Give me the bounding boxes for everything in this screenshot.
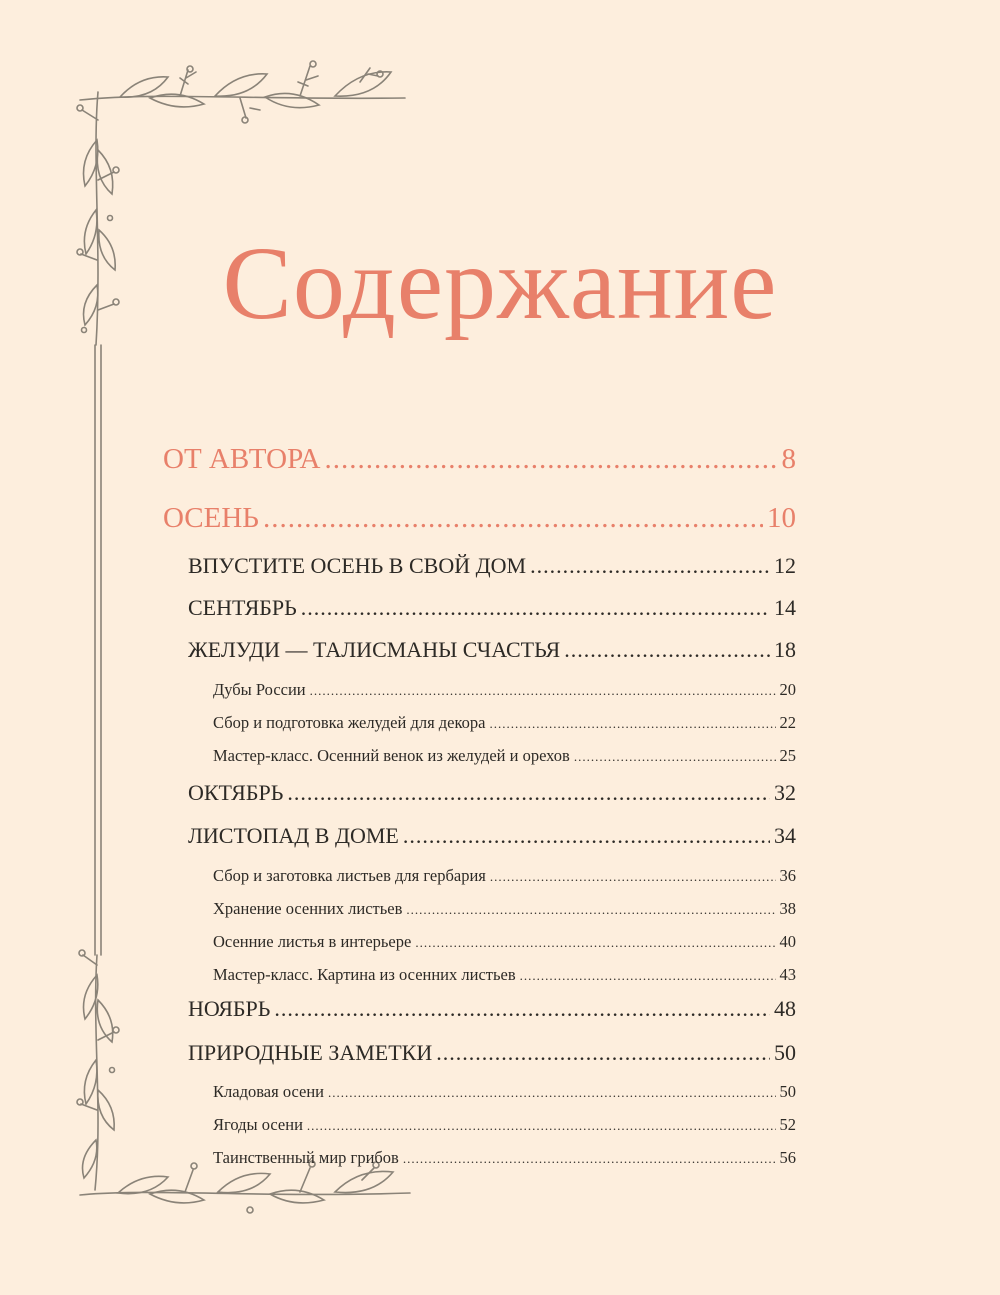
toc-dot-leader	[436, 1040, 770, 1066]
toc-dot-leader	[310, 683, 776, 699]
toc-dot-leader	[564, 637, 770, 663]
toc-entry-label: Хранение осенних листьев	[213, 899, 403, 918]
toc-entry[interactable]	[188, 1040, 796, 1066]
toc-entry-label: ОТ АВТОРА	[163, 443, 321, 475]
toc-entry-page: 50	[779, 1082, 796, 1101]
toc-dot-leader	[520, 968, 776, 984]
toc-entry-label: ЖЕЛУДИ — ТАЛИСМАНЫ СЧАСТЬЯ	[188, 637, 561, 662]
toc-entry-label: Сбор и заготовка листьев для гербария	[213, 866, 486, 885]
toc-entry[interactable]	[213, 1082, 796, 1102]
toc-entry[interactable]	[213, 899, 796, 919]
toc-entry[interactable]	[163, 443, 796, 476]
toc-entry-page: 32	[774, 780, 796, 805]
toc-dot-leader	[415, 935, 775, 951]
toc-entry-page: 48	[774, 996, 796, 1021]
toc-entry-label: Мастер-класс. Осенний венок из желудей и орехов	[213, 746, 570, 765]
toc-dot-leader	[263, 502, 763, 535]
toc-entry-page: 18	[774, 637, 796, 662]
toc-entry-page: 10	[767, 502, 796, 534]
toc-entry[interactable]	[213, 680, 796, 700]
toc-entry[interactable]	[213, 965, 796, 985]
toc-entry[interactable]	[163, 502, 796, 535]
toc-entry-label: НОЯБРЬ	[188, 996, 271, 1021]
toc-dot-leader	[490, 869, 776, 885]
toc-entry-page: 36	[779, 866, 796, 885]
toc-entry[interactable]	[188, 637, 796, 663]
toc-entry[interactable]	[213, 932, 796, 952]
toc-entry[interactable]	[188, 553, 796, 579]
toc-dot-leader	[403, 823, 770, 849]
toc-entry-page: 25	[779, 746, 796, 765]
toc-entry-label: Мастер-класс. Картина из осенних листьев	[213, 965, 516, 984]
toc-entry-page: 38	[779, 899, 796, 918]
toc-dot-leader	[274, 996, 770, 1022]
toc-entry-label: Ягоды осени	[213, 1115, 303, 1134]
toc-entry[interactable]	[188, 595, 796, 621]
toc-entry[interactable]	[213, 746, 796, 766]
toc-entry[interactable]	[213, 866, 796, 886]
toc-entry[interactable]	[213, 1148, 796, 1168]
page-title: Содержание	[222, 226, 778, 341]
toc-entry-label: Кладовая осени	[213, 1082, 324, 1101]
toc-entry-label: ЛИСТОПАД В ДОМЕ	[188, 823, 399, 848]
toc-entry-label: ПРИРОДНЫЕ ЗАМЕТКИ	[188, 1040, 433, 1065]
toc-entry-page: 14	[774, 595, 796, 620]
toc-dot-leader	[574, 749, 776, 765]
toc-entry-page: 20	[779, 680, 796, 699]
toc-entry-page: 52	[779, 1115, 796, 1134]
toc-entry-page: 50	[774, 1040, 796, 1065]
toc-entry-label: ОКТЯБРЬ	[188, 780, 284, 805]
toc-entry-label: Сбор и подготовка желудей для декора	[213, 713, 486, 732]
toc-entry[interactable]	[188, 823, 796, 849]
toc-dot-leader	[530, 553, 770, 579]
toc-entry-page: 34	[774, 823, 796, 848]
toc-entry-page: 12	[774, 553, 796, 578]
toc-entry[interactable]	[188, 780, 796, 806]
toc-entry-page: 40	[779, 932, 796, 951]
toc-entry-label: Дубы России	[213, 680, 306, 699]
toc-entry[interactable]	[188, 996, 796, 1022]
toc-dot-leader	[406, 902, 775, 918]
toc-dot-leader	[301, 595, 770, 621]
toc-dot-leader	[328, 1085, 776, 1101]
toc-entry-page: 22	[779, 713, 796, 732]
toc-entry-label: Осенние листья в интерьере	[213, 932, 412, 951]
toc-dot-leader	[324, 443, 777, 476]
toc-dot-leader	[287, 780, 770, 806]
toc-entry-label: ОСЕНЬ	[163, 502, 259, 534]
toc-entry[interactable]	[213, 1115, 796, 1135]
toc-entry-page: 56	[779, 1148, 796, 1167]
toc-entry-label: ВПУСТИТЕ ОСЕНЬ В СВОЙ ДОМ	[188, 553, 527, 578]
toc-dot-leader	[307, 1118, 776, 1134]
toc-entry-label: СЕНТЯБРЬ	[188, 595, 297, 620]
toc-entry-page: 43	[779, 965, 796, 984]
toc-entry-label: Таинственный мир грибов	[213, 1148, 399, 1167]
toc-entry-page: 8	[781, 443, 796, 475]
toc-entry[interactable]	[213, 713, 796, 733]
toc-dot-leader	[490, 716, 776, 732]
toc-dot-leader	[403, 1151, 776, 1167]
